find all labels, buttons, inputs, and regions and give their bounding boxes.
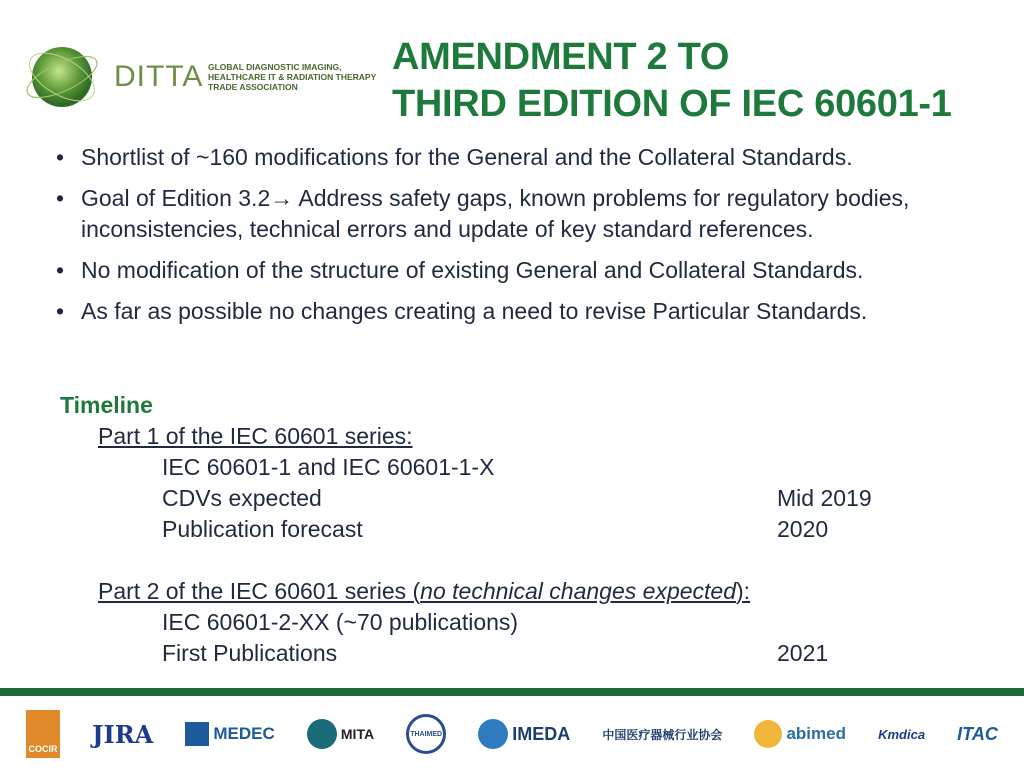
timeline-row: Publication forecast 2020 <box>162 516 829 542</box>
title-line-2: THIRD EDITION OF IEC 60601-1 <box>392 83 952 125</box>
itac-logo: ITAC <box>957 723 998 744</box>
logo-wordmark: DITTA <box>114 60 204 93</box>
timeline-part2-label: Part 2 of the IEC 60601 series (no technical changes expected): <box>98 578 751 604</box>
bullet-dot-icon: • <box>56 185 65 211</box>
bullet-item: • Goal of Edition 3.2→ Address safety gaps, known problems for regulatory bodies, inconsistencies, technical errors and update of key standard references. <box>56 185 910 242</box>
slide-title <box>392 34 952 128</box>
timeline-section <box>60 390 960 669</box>
bullet-dot-icon: • <box>56 144 65 170</box>
thaimed-logo: THAIMED <box>406 714 446 754</box>
timeline-row: IEC 60601-2-XX (~70 publications) <box>162 609 519 635</box>
timeline-row: CDVs expected Mid 2019 <box>162 485 872 511</box>
ditta-logo <box>22 32 382 122</box>
logo-tagline: GLOBAL DIAGNOSTIC IMAGING, HEALTHCARE IT & RADIATION THERAPY TRADE ASSOCIATION <box>208 62 377 92</box>
globe-icon <box>22 32 112 122</box>
bullet-dot-icon: • <box>56 257 65 283</box>
timeline-row: First Publications 2021 <box>162 640 829 666</box>
kmdica-logo: Kmdica <box>878 726 926 742</box>
footer-divider <box>0 688 1024 696</box>
imeda-logo: IMEDA <box>478 719 570 749</box>
bullet-list <box>56 142 996 337</box>
bullet-item: • Shortlist of ~160 modifications for the General and the Collateral Standards. <box>56 142 996 173</box>
timeline-part1-label: Part 1 of the IEC 60601 series: <box>98 423 413 449</box>
camdi-logo: 中国医疗器械行业协会 <box>602 727 723 742</box>
cocir-logo: COCIR <box>26 710 60 758</box>
timeline-row: IEC 60601-1 and IEC 60601-1-X <box>162 454 495 480</box>
bullet-item: • No modification of the structure of existing General and Collateral Standards. <box>56 255 996 286</box>
bullet-item: • As far as possible no changes creating a need to revise Particular Standards. <box>56 296 996 327</box>
member-logos-bar <box>0 700 1024 768</box>
timeline-heading: Timeline <box>60 392 153 418</box>
title-line-1: AMENDMENT 2 TO <box>392 36 730 78</box>
jira-logo: JIRA <box>92 719 154 749</box>
bullet-dot-icon: • <box>56 298 65 324</box>
medec-logo: MEDEC <box>185 722 274 746</box>
mita-logo: MITA <box>307 719 374 749</box>
abimed-logo: abimed <box>754 720 846 748</box>
